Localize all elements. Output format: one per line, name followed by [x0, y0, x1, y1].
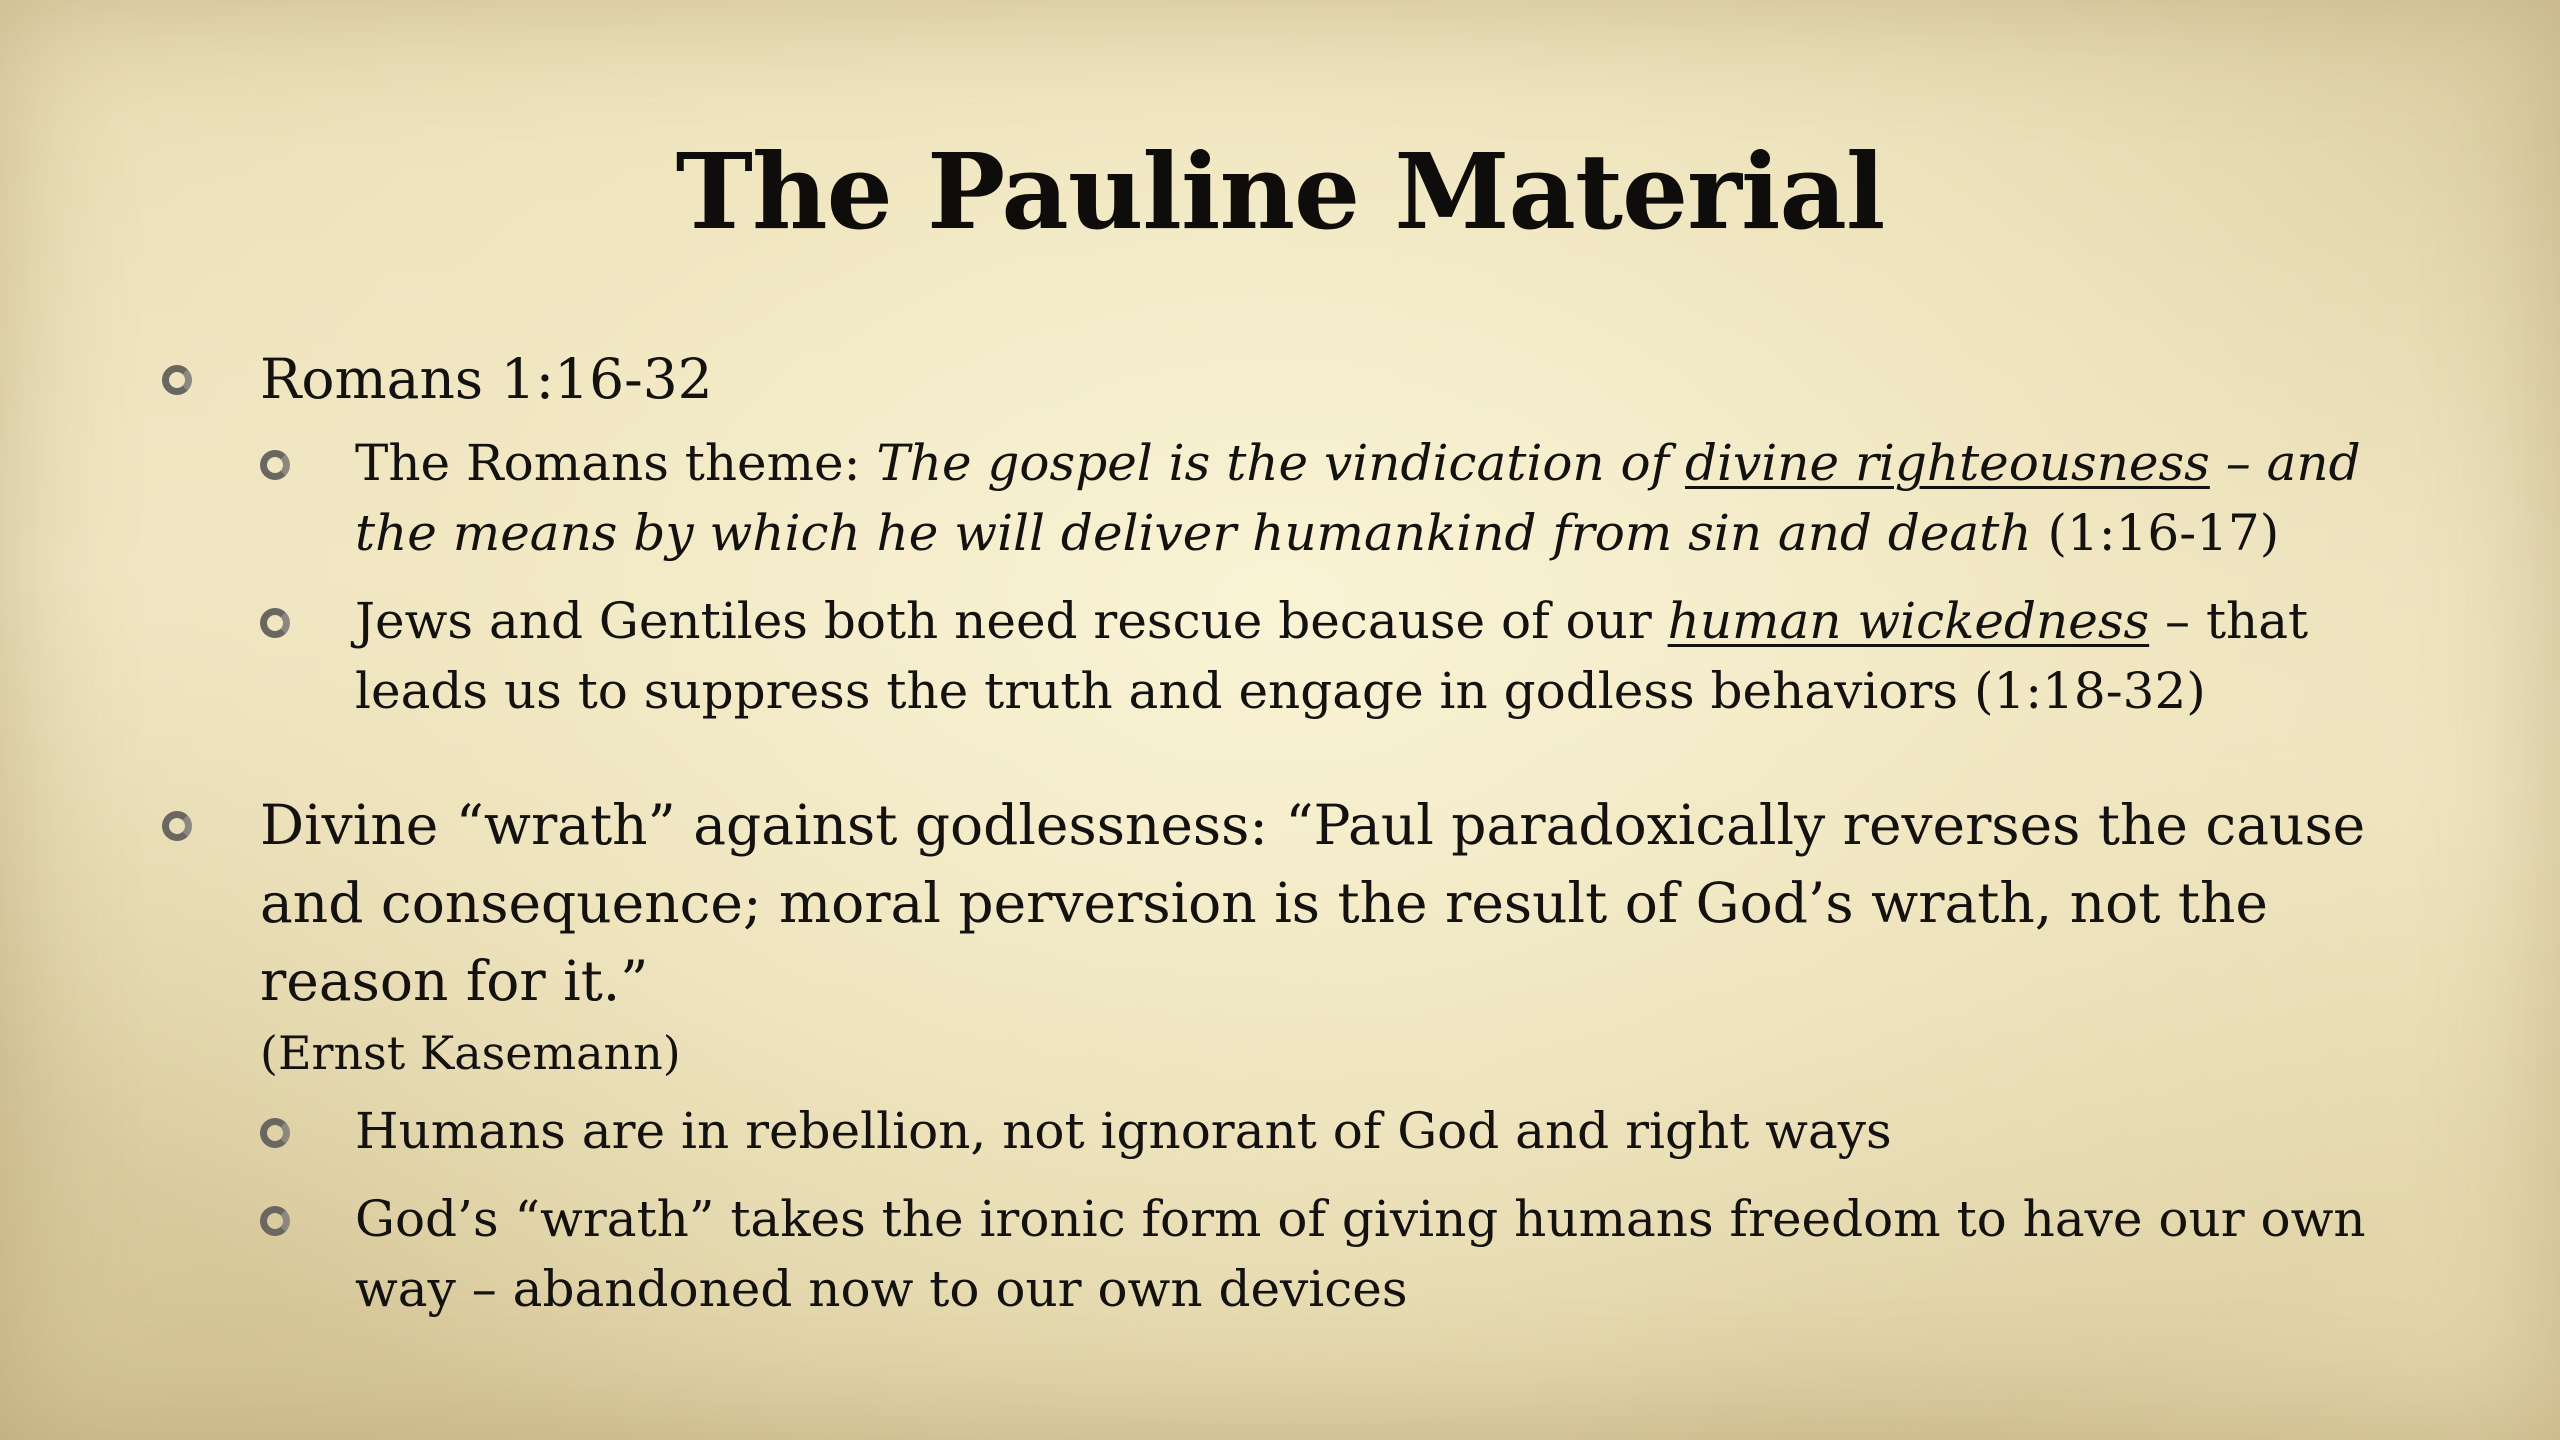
- ring-bullet-icon: [162, 365, 192, 395]
- citation-kasemann: (Ernst Kasemann): [260, 1026, 681, 1080]
- romans-theme-italic-1: The gospel is the vindication of: [876, 434, 1686, 492]
- romans-theme-italic-2: – and the means by which he will deliver humankind from sin and death: [355, 434, 2361, 562]
- ring-bullet-icon: [260, 1118, 290, 1148]
- ring-bullet-icon: [260, 1206, 290, 1236]
- jews-gentiles-tail: – that leads us to suppress the truth and engage in godless behaviors (1:18-32): [355, 592, 2309, 720]
- romans-theme-lead: The Romans theme:: [355, 434, 877, 492]
- ring-bullet-icon: [260, 608, 290, 638]
- sub-bullet-jews-gentiles: [150, 586, 2450, 726]
- jews-gentiles-underlined: human wickedness: [1667, 592, 2150, 650]
- romans-theme-underlined: divine righteousness: [1685, 434, 2210, 492]
- ring-bullet-icon: [162, 811, 192, 841]
- sub-bullet-ironic-wrath: [150, 1184, 2450, 1324]
- slide-title: The Pauline Material: [675, 130, 1885, 253]
- bullet-item-divine-wrath: [150, 786, 2450, 1086]
- slide-content: [150, 340, 2450, 1324]
- sub-bullet-romans-theme: [150, 428, 2450, 568]
- ironic-wrath-text: God’s “wrath” takes the ironic form of giving humans freedom to have our own way – abandoned now to our own devices: [355, 1190, 2366, 1318]
- section-heading-romans: Romans 1:16-32: [260, 347, 713, 411]
- section-heading-divine-wrath: Divine “wrath” against godlessness: “Paul paradoxically reverses the cause and consequence; moral perversion is the result of God’s wrath, not the reason for it.”: [260, 793, 2366, 1013]
- sub-bullet-rebellion: [150, 1096, 2450, 1166]
- rebellion-text: Humans are in rebellion, not ignorant of God and right ways: [355, 1102, 1892, 1160]
- bullet-item-romans: [150, 340, 2450, 418]
- romans-theme-tail: (1:16-17): [2031, 504, 2280, 562]
- jews-gentiles-lead: Jews and Gentiles both need rescue because of our: [355, 592, 1668, 650]
- ring-bullet-icon: [260, 450, 290, 480]
